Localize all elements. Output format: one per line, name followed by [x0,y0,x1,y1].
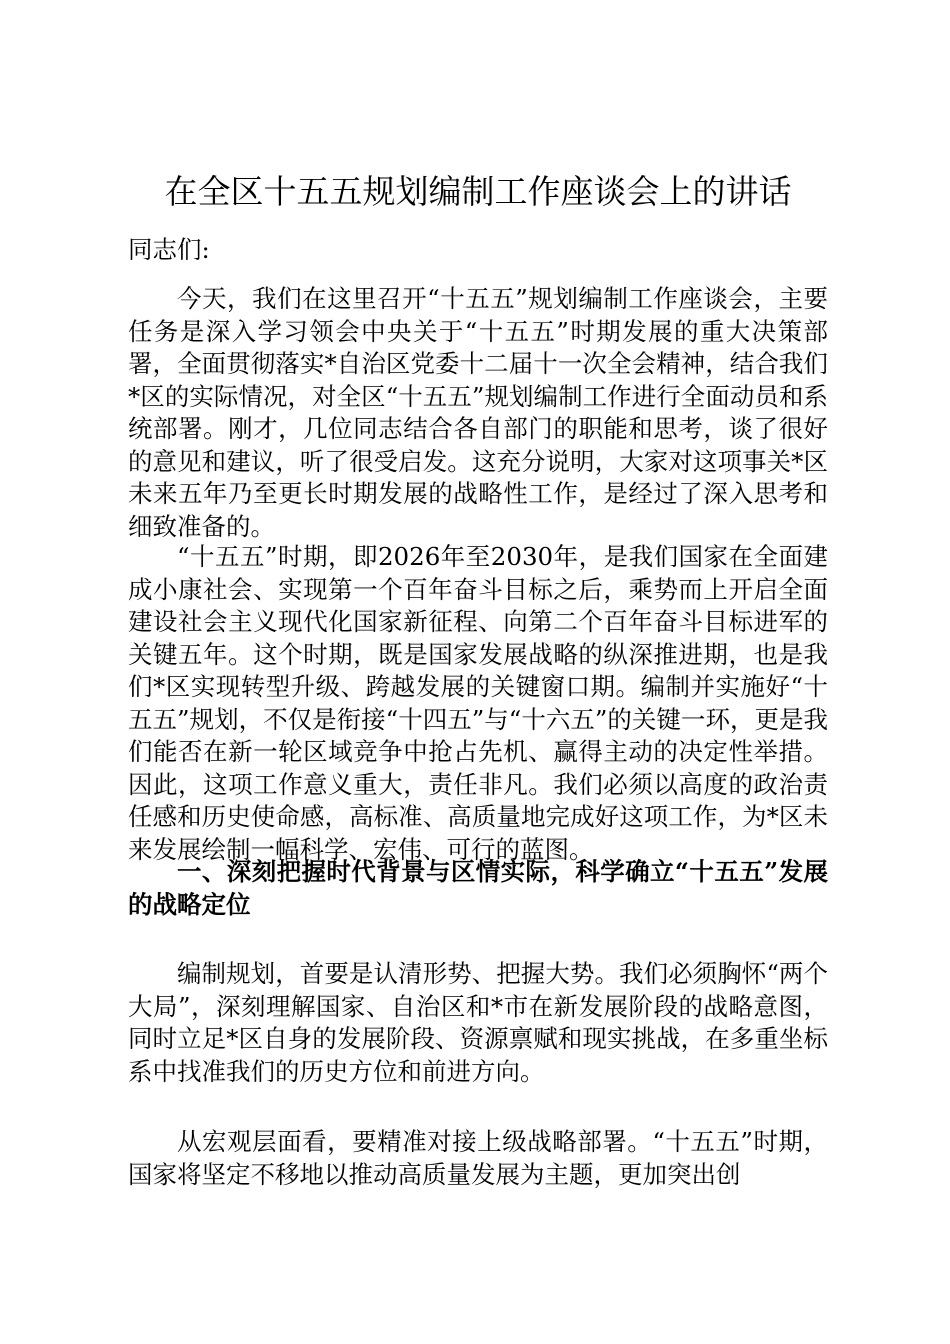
paragraph-context: “十五五”时期，即2026年至2030年，是我们国家在全面建成小康社会、实现第一个百年奋斗目标之后，乘势而上开启全面建设社会主义现代化国家新征程、向第二个百年奋斗目标进军的关键五年。这个时期，既是国家发展战略的纵深推进期，也是我们*区实现转型升级、跨越发展的关键窗口期。编制并实施好“十五五”规划，不仅是衔接“十四五”与“十六五”的关键一环，更是我们能否在新一轮区域竞争中抢占先机、赢得主动的决定性举措。因此，这项工作意义重大，责任非凡。我们必须以高度的政治责任感和历史使命感，高标准、高质量地完成好这项工作，为*区未来发展绘制一幅科学、宏伟、可行的蓝图。 [128,542,828,864]
document-title: 在全区十五五规划编制工作座谈会上的讲话 [164,172,792,211]
paragraph-section-intro: 编制规划，首要是认清形势、把握大势。我们必须胸怀“两个大局”，深刻理解国家、自治区和*市在新发展阶段的战略意图，同时立足*区自身的发展阶段、资源禀赋和现实挑战，在多重坐标系中找准我们的历史方位和前进方向。 [128,959,828,1086]
paragraph-section-macro: 从宏观层面看，要精准对接上级战略部署。“十五五”时期，国家将坚定不移地以推动高质量发展为主题，更加突出创 [128,1127,828,1189]
section-heading: 一、深刻把握时代背景与区情实际，科学确立“十五五”发展的战略定位 [128,857,828,919]
salutation: 同志们: [128,235,210,264]
paragraph-opening: 今天，我们在这里召开“十五五”规划编制工作座谈会，主要任务是深入学习领会中央关于“十五五”时期发展的重大决策部署，全面贯彻落实*自治区党委十二届十一次全会精神，结合我们*区的实际情况，对全区“十五五”规划编制工作进行全面动员和系统部署。刚才，几位同志结合各自部门的职能和思考，谈了很好的意见和建议，听了很受启发。这充分说明，大家对这项事关*区未来五年乃至更长时期发展的战略性工作，是经过了深入思考和细致准备的。 [128,284,828,541]
